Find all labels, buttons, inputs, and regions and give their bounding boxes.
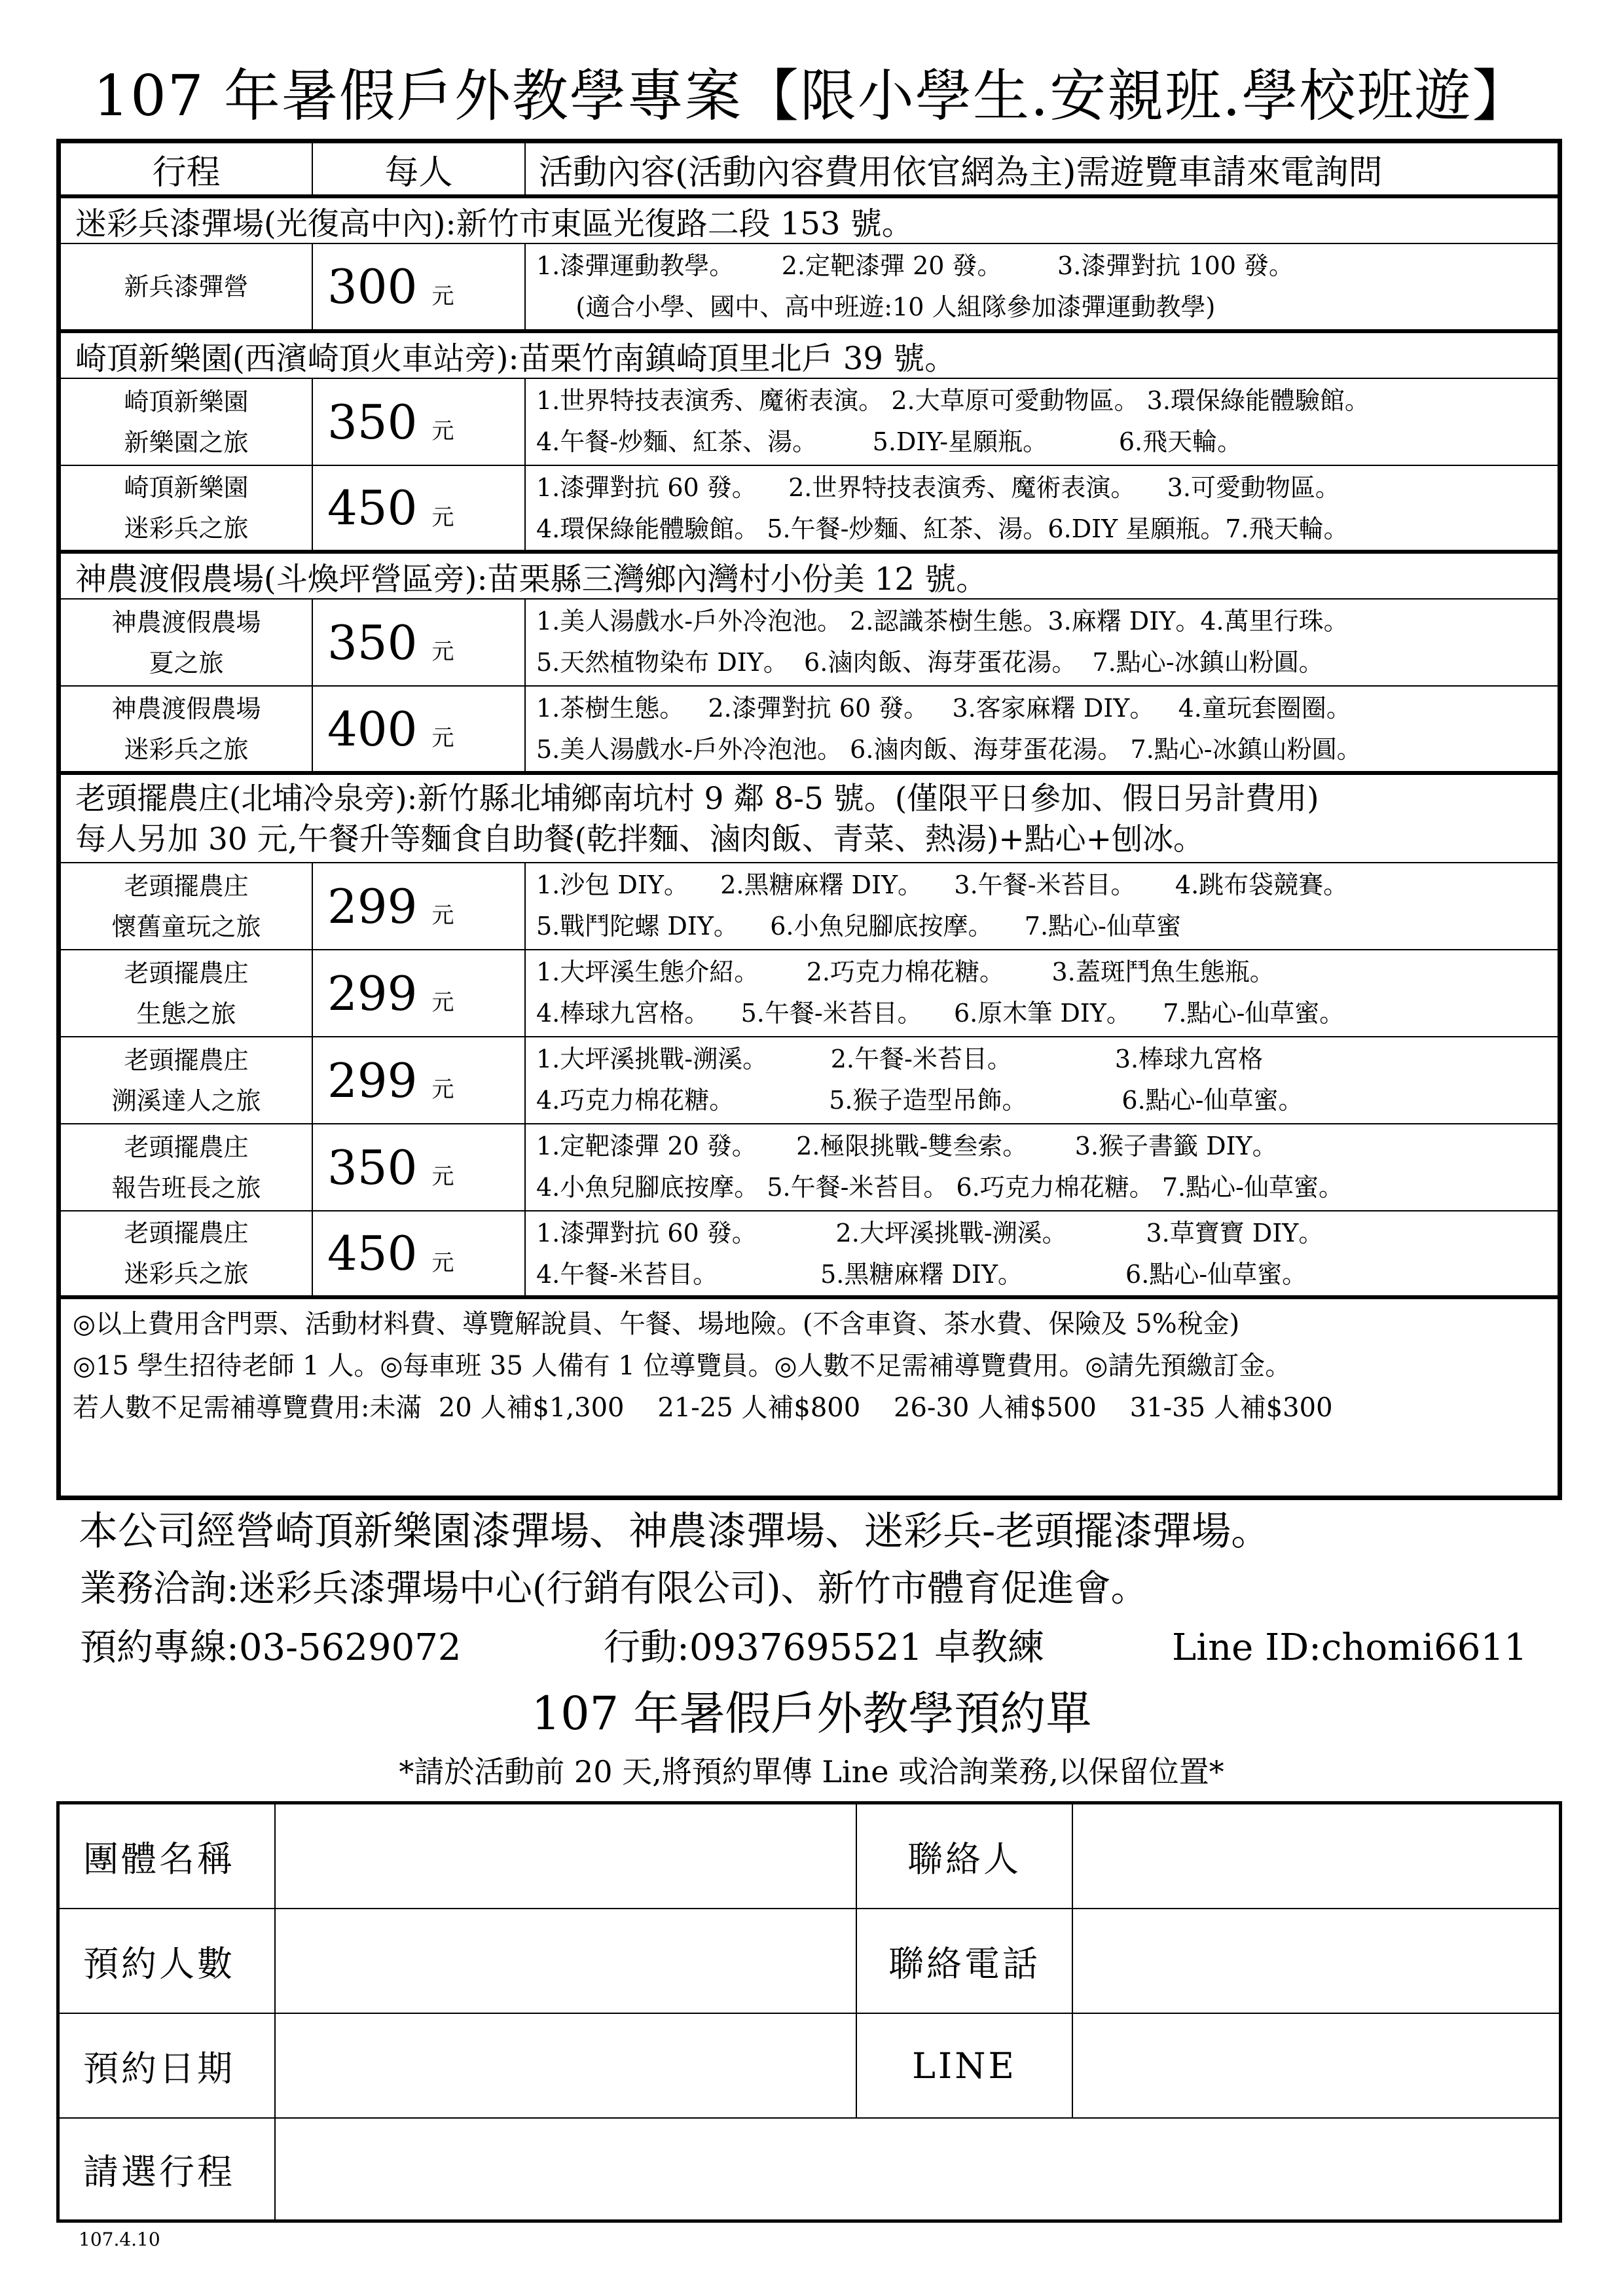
package-price: 400 元 [313,687,526,771]
header-activity: 活動內容(活動內容費用依官網為主)需遊覽車請來電詢問 [539,152,1383,192]
package-price: 450 元 [313,1211,526,1295]
section-title-row [61,333,1558,379]
package-row [61,863,1558,950]
notes-text: ◎以上費用含門票、活動材料費、導覽解說員、午餐、場地險。(不含車資、茶水費、保險及 5%稅金) ◎15 學生招待老師 1 人。◎每車班 35 人備有 1 位導覽員。◎人數不足需補導覽費用。◎請先預繳訂金。 若人數不足需補導覽費用:未滿 20 人補$1,300 21-25 人補$800 26-30 人補$500 31-35 人補$300 [73,1309,1333,1423]
form-row [60,2119,1559,2219]
package-name: 崎頂新樂園 迷彩兵之旅 [61,466,313,550]
package-activities: 1.大坪溪生態介紹。 2.巧克力棉花糖。 3.蓋斑鬥魚生態瓶。 4.棒球九宮格。 5.午餐-米苔目。 6.原木筆 DIY。 7.點心-仙草蜜。 [536,958,1345,1028]
form-row [60,2014,1559,2119]
itinerary-table [56,139,1562,1500]
package-row [61,379,1558,466]
package-name: 神農渡假農場 迷彩兵之旅 [61,687,313,771]
label-contact-person: 聯絡人 [857,1804,1073,1908]
notes-block [61,1299,1558,1496]
package-row [61,1211,1558,1299]
form-row [60,1804,1559,1909]
header-itinerary: 行程 [61,143,313,194]
package-name: 老頭擺農庄 迷彩兵之旅 [61,1211,313,1295]
package-activities: 1.沙包 DIY。 2.黑糖麻糬 DIY。 3.午餐-米苔目。 4.跳布袋競賽。 5.戰鬥陀螺 DIY。 6.小魚兒腳底按摩。 7.點心-仙草蜜 [536,870,1349,941]
itinerary-field[interactable] [276,2119,1559,2219]
hotline: 預約專線:03-5629072 [80,1626,462,1669]
package-price: 300 元 [313,244,526,329]
package-price: 350 元 [313,600,526,685]
package-activities: 1.漆彈對抗 60 發。 2.大坪溪挑戰-溯溪。 3.草寶寶 DIY。 4.午餐-米苔目。 5.黑糖麻糬 DIY。 6.點心-仙草蜜。 [536,1219,1324,1289]
page-title: 107 年暑假戶外教學專案【限小學生.安親班.學校班遊】 [93,63,1530,129]
header-per-person: 每人 [313,143,526,194]
contact-line: 業務洽詢:迷彩兵漆彈場中心(行銷有限公司)、新竹市體育促進會。 [80,1568,1148,1610]
headcount-field[interactable] [276,1909,857,2013]
package-name: 神農渡假農場 夏之旅 [61,600,313,685]
section-title-row [61,198,1558,244]
package-activities: 1.大坪溪挑戰-溯溪。 2.午餐-米苔目。 3.棒球九宮格 4.巧克力棉花糖。 5.猴子造型吊飾。 6.點心-仙草蜜。 [536,1045,1304,1115]
date-field[interactable] [276,2014,857,2117]
section-title: 崎頂新樂園(西濱崎頂火車站旁):苗栗竹南鎮崎頂里北戶 39 號。 [75,340,957,377]
label-line: LINE [857,2014,1073,2117]
section-title-row [61,775,1558,863]
section-title-row [61,554,1558,600]
company-line: 本公司經營崎頂新樂園漆彈場、神農漆彈場、迷彩兵-老頭擺漆彈場。 [79,1509,1271,1554]
mobile: 行動:0937695521 卓教練 [604,1626,1044,1669]
label-headcount: 預約人數 [60,1909,276,2013]
package-row [61,1037,1558,1124]
package-row [61,687,1558,775]
package-price: 299 元 [313,863,526,949]
label-date: 預約日期 [60,2014,276,2117]
line-id: Line ID:chomi6611 [1172,1626,1527,1669]
package-row [61,1124,1558,1211]
section-title: 神農渡假農場(斗煥坪營區旁):苗栗縣三灣鄉內灣村小份美 12 號。 [75,560,988,598]
contact-phone-field[interactable] [1073,1909,1559,2013]
contact-person-field[interactable] [1073,1804,1559,1908]
package-activities: 1.美人湯戲水-戶外冷泡池。 2.認識茶樹生態。3.麻糬 DIY。4.萬里行珠。 5.天然植物染布 DIY。 6.滷肉飯、海芽蛋花湯。 7.點心-冰鎮山粉圓。 [536,607,1349,677]
package-name: 老頭擺農庄 報告班長之旅 [61,1124,313,1210]
reservation-form [56,1801,1562,2223]
label-itinerary: 請選行程 [60,2119,276,2219]
package-price: 350 元 [313,379,526,465]
package-activities: 1.定靶漆彈 20 發。 2.極限挑戰-雙叁索。 3.猴子書籤 DIY。 4.小魚兒腳底按摩。 5.午餐-米苔目。 6.巧克力棉花糖。 7.點心-仙草蜜。 [536,1132,1343,1202]
package-row [61,950,1558,1037]
form-row [60,1909,1559,2014]
label-contact-phone: 聯絡電話 [857,1909,1073,2013]
package-name: 新兵漆彈營 [61,244,313,329]
package-price: 299 元 [313,950,526,1036]
table-header-row [61,143,1558,198]
package-name: 老頭擺農庄 生態之旅 [61,950,313,1036]
line-field[interactable] [1073,2014,1559,2117]
package-activities: 1.漆彈對抗 60 發。 2.世界特技表演秀、魔術表演。 3.可愛動物區。 4.環保綠能體驗館。 5.午餐-炒麵、紅茶、湯。6.DIY 星願瓶。7.飛天輪。 [536,473,1349,543]
form-note: *請於活動前 20 天,將預約單傳 Line 或洽詢業務,以保留位置* [399,1754,1224,1789]
package-activities: 1.世界特技表演秀、魔術表演。 2.大草原可愛動物區。 3.環保綠能體驗館。 4.午餐-炒麵、紅茶、湯。 5.DIY-星願瓶。 6.飛天輪。 [536,386,1370,456]
package-row [61,600,1558,687]
section-title: 迷彩兵漆彈場(光復高中內):新竹市東區光復路二段 153 號。 [75,205,913,242]
document-date: 107.4.10 [79,2229,160,2250]
section-title: 老頭擺農庄(北埔冷泉旁):新竹縣北埔鄉南坑村 9 鄰 8-5 號。(僅限平日參加、假日另計費用) [75,781,1319,817]
package-activities: 1.茶樹生態。 2.漆彈對抗 60 發。 3.客家麻糬 DIY。 4.童玩套圈圈。 5.美人湯戲水-戶外冷泡池。 6.滷肉飯、海芽蛋花湯。 7.點心-冰鎮山粉圓。 [536,694,1362,764]
label-group-name: 團體名稱 [60,1804,276,1908]
package-row [61,466,1558,554]
group-name-field[interactable] [276,1804,857,1908]
package-row [61,244,1558,333]
package-price: 299 元 [313,1037,526,1123]
form-title: 107 年暑假戶外教學預約單 [531,1687,1092,1740]
package-name: 崎頂新樂園 新樂園之旅 [61,379,313,465]
section-subtitle: 每人另加 30 元,午餐升等麵食自助餐(乾拌麵、滷肉飯、青菜、熱湯)+點心+刨冰。 [75,821,1205,857]
package-price: 450 元 [313,466,526,550]
package-price: 350 元 [313,1124,526,1210]
section-title-block [61,775,1558,862]
package-name: 老頭擺農庄 溯溪達人之旅 [61,1037,313,1123]
package-name: 老頭擺農庄 懷舊童玩之旅 [61,863,313,949]
package-activities: 1.漆彈運動教學。 2.定靶漆彈 20 發。 3.漆彈對抗 100 發。 (適合小學、國中、高中班遊:10 人組隊參加漆彈運動教學) [536,251,1294,321]
